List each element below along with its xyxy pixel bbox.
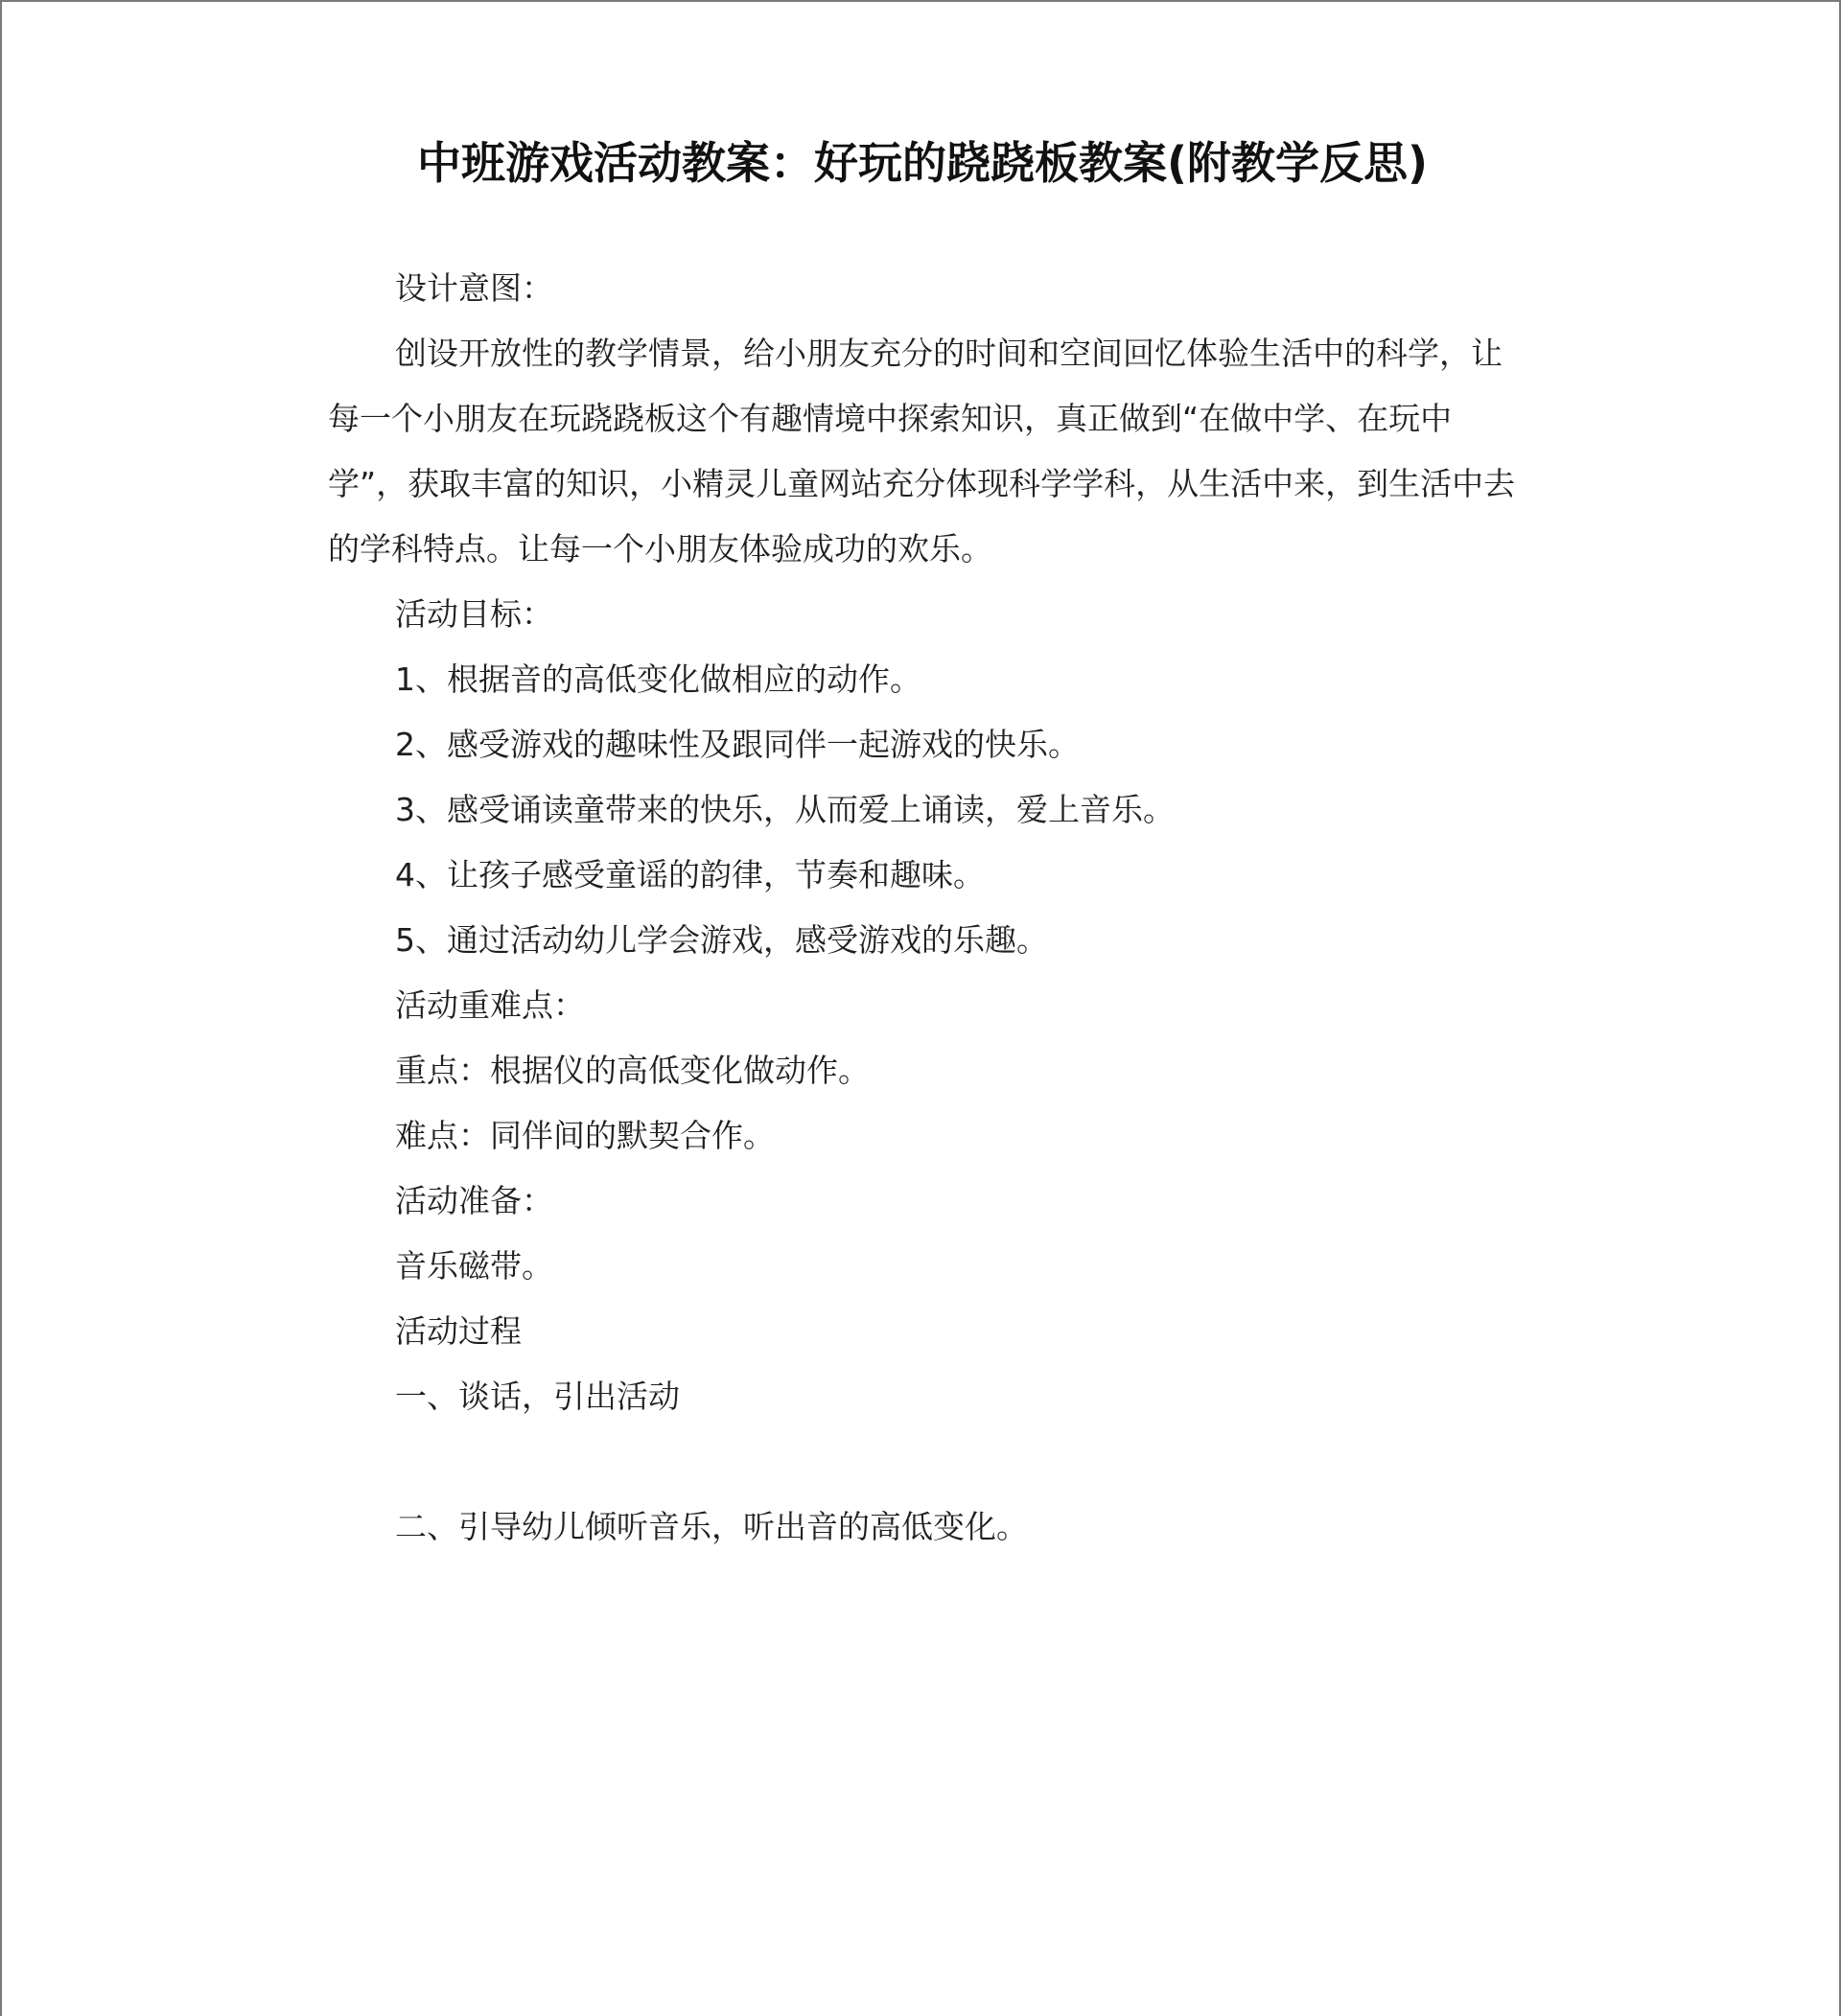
blank-line — [328, 1429, 1517, 1495]
process-step-2: 二、引导幼儿倾听音乐，听出音的高低变化。 — [395, 1508, 1028, 1545]
paragraph-preparation-heading: 活动准备： — [395, 1182, 553, 1219]
preparation-item: 音乐磁带。 — [395, 1247, 553, 1285]
paragraph-goals-heading: 活动目标： — [395, 595, 553, 633]
paragraph-key-points-heading: 活动重难点： — [395, 986, 585, 1024]
goal-item-4: 4、让孩子感受童谣的韵律，节奏和趣味。 — [395, 856, 985, 893]
process-step-1: 一、谈话，引出活动 — [395, 1378, 680, 1415]
document-body — [328, 256, 1517, 1560]
goal-item-3: 3、感受诵读童带来的快乐，从而爱上诵读，爱上音乐。 — [395, 791, 1175, 828]
difficult-point: 难点：同伴间的默契合作。 — [395, 1117, 775, 1154]
paragraph-process-heading: 活动过程 — [395, 1312, 522, 1350]
paragraph-design-intent-text: 创设开放性的教学情景，给小朋友充分的时间和空间回忆体验生活中的科学，让每一个小朋友在玩跷跷板这个有趣情境中探索知识，真正做到“在做中学、在玩中学”，获取丰富的知识，小精灵儿童网站充分体现科学学科，从生活中来，到生活中去的学科特点。让每一个小朋友体验成功的欢乐。 — [328, 335, 1516, 568]
goal-item-2: 2、感受游戏的趣味性及跟同伴一起游戏的快乐。 — [395, 726, 1080, 763]
document-title: 中班游戏活动教案：好玩的跷跷板教案(附教学反思) — [416, 137, 1429, 189]
goal-item-1: 1、根据音的高低变化做相应的动作。 — [395, 660, 921, 698]
goal-item-5: 5、通过活动幼儿学会游戏，感受游戏的乐趣。 — [395, 921, 1048, 959]
key-point: 重点：根据仪的高低变化做动作。 — [395, 1052, 870, 1089]
paragraph-design-intent-heading: 设计意图： — [395, 269, 553, 307]
